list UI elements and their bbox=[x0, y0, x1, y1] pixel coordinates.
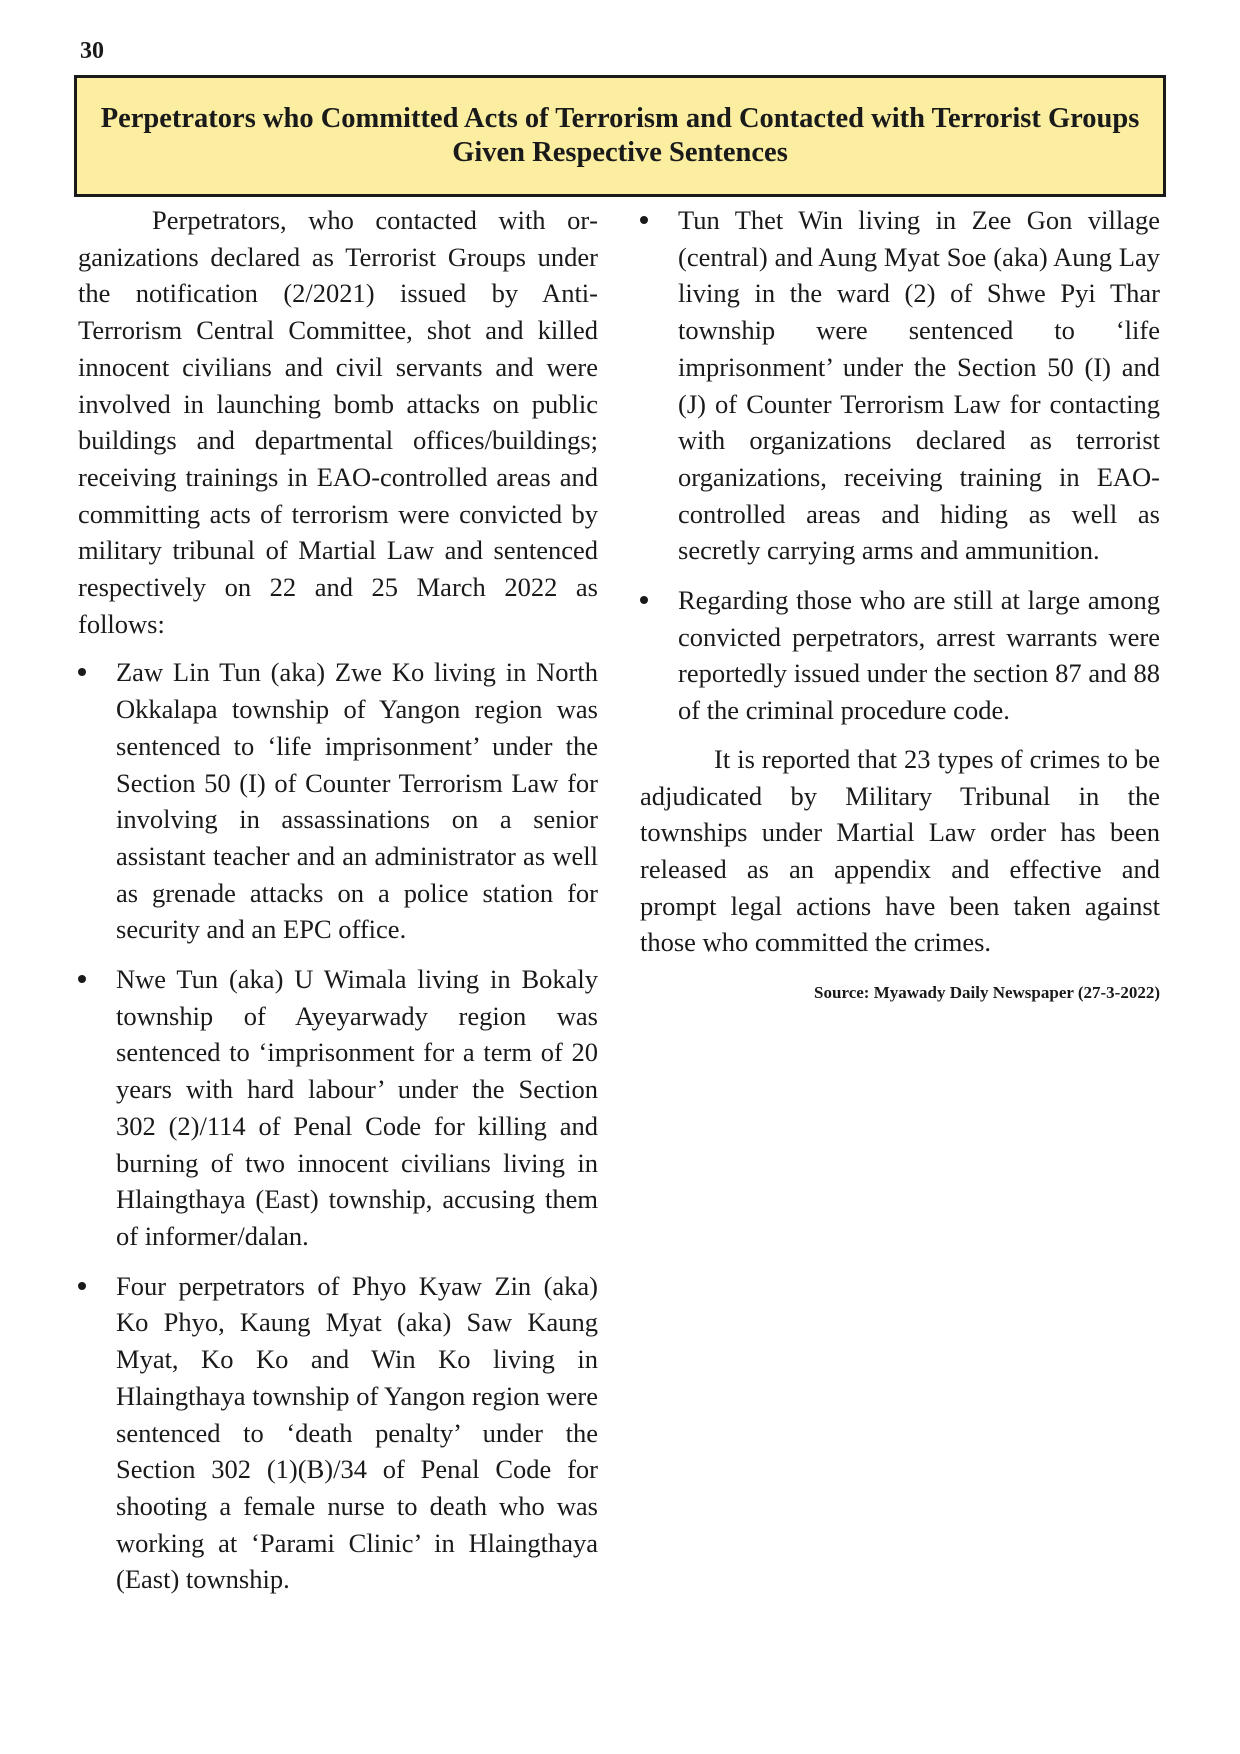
page-number: 30 bbox=[80, 38, 104, 64]
list-item bbox=[78, 654, 598, 948]
article-title: Perpetrators who Committed Acts of Terrorism and Contacted with Terrorist Groups Given Respective Sentences bbox=[100, 103, 1140, 168]
sentence-list-left bbox=[78, 654, 598, 1598]
bullet-icon bbox=[78, 668, 86, 676]
list-item bbox=[640, 582, 1160, 729]
left-column bbox=[78, 202, 598, 1598]
bullet-icon bbox=[78, 975, 86, 983]
list-item-text: Regarding those who are still at large among convicted perpetrators, arrest warrants were reportedly issued under the section 87 and 88 of the criminal procedure code. bbox=[678, 585, 1160, 726]
bullet-icon bbox=[640, 596, 648, 604]
closing-paragraph: It is reported that 23 types of crimes to be adjudicated by Military Tribunal in the townships under Martial Law order has been released as an appendix and effective and prompt legal actions have been taken against those who committed the crimes. bbox=[640, 743, 1160, 958]
list-item-text: Tun Thet Win living in Zee Gon village (central) and Aung Myat Soe (aka) Aung Lay living in the ward (2) of Shwe Pyi Thar township were sentenced to ‘life imprisonment’ under the Section 50 (I) and (J) of Counter Terrorism Law for contacting with organizations declared as terrorist organizations, receiving training in EAO-controlled areas and hiding as well as secretly carrying arms and ammunition. bbox=[678, 205, 1160, 566]
source-citation: Source: Myawady Daily Newspaper (27-3-2022) bbox=[814, 983, 1160, 1003]
list-item-text: Four perpetrators of Phyo Kyaw Zin (aka) Ko Phyo, Kaung Myat (aka) Saw Kaung Myat, Ko Ko and Win Ko living in Hlaingthaya township of Yangon region were sentenced to ‘death penalty’ under the Section 302 (1)(B)/34 of Penal Code for shooting a female nurse to death who was working at ‘Parami Clinic’ in Hlaingthaya (East) township. bbox=[116, 1270, 598, 1595]
list-item-text: Zaw Lin Tun (aka) Zwe Ko living in North Okkalapa township of Yangon region was sentenced to ‘life imprisonment’ under the Section 50 (I) of Counter Terrorism Law for involving in assassinations on a senior assistant teacher and an administrator as well as grenade attacks on a police station for security and an EPC office. bbox=[116, 657, 598, 945]
bullet-icon bbox=[640, 216, 648, 224]
sentence-list-right bbox=[640, 202, 1160, 729]
list-item bbox=[78, 961, 598, 1255]
right-column bbox=[640, 202, 1160, 1012]
list-item bbox=[78, 1268, 598, 1598]
list-item-text: Nwe Tun (aka) U Wimala living in Bokaly township of Ayeyarwady region was sentenced to ‘imprisonment for a term of 20 years with hard labour’ under the Section 302 (2)/114 of Penal Code for killing and burning of two innocent civilians living in Hlaingthaya (East) township, accusing them of informer/dalan. bbox=[116, 964, 598, 1251]
title-box bbox=[74, 75, 1166, 197]
list-item bbox=[640, 202, 1160, 569]
intro-paragraph: Perpetrators, who contacted with organizations declared as Terrorist Groups under the notification (2/2021) issued by Anti-Terrorism Central Committee, shot and killed innocent civilians and civil servants and were involved in launching bomb attacks on public buildings and departmental offices/buildings; receiving trainings in EAO-controlled areas and committing acts of terrorism were convicted by military tribunal of Martial Law and sentenced respectively on 22 and 25 March 2022 as follows: bbox=[78, 205, 598, 639]
bullet-icon bbox=[78, 1282, 86, 1290]
